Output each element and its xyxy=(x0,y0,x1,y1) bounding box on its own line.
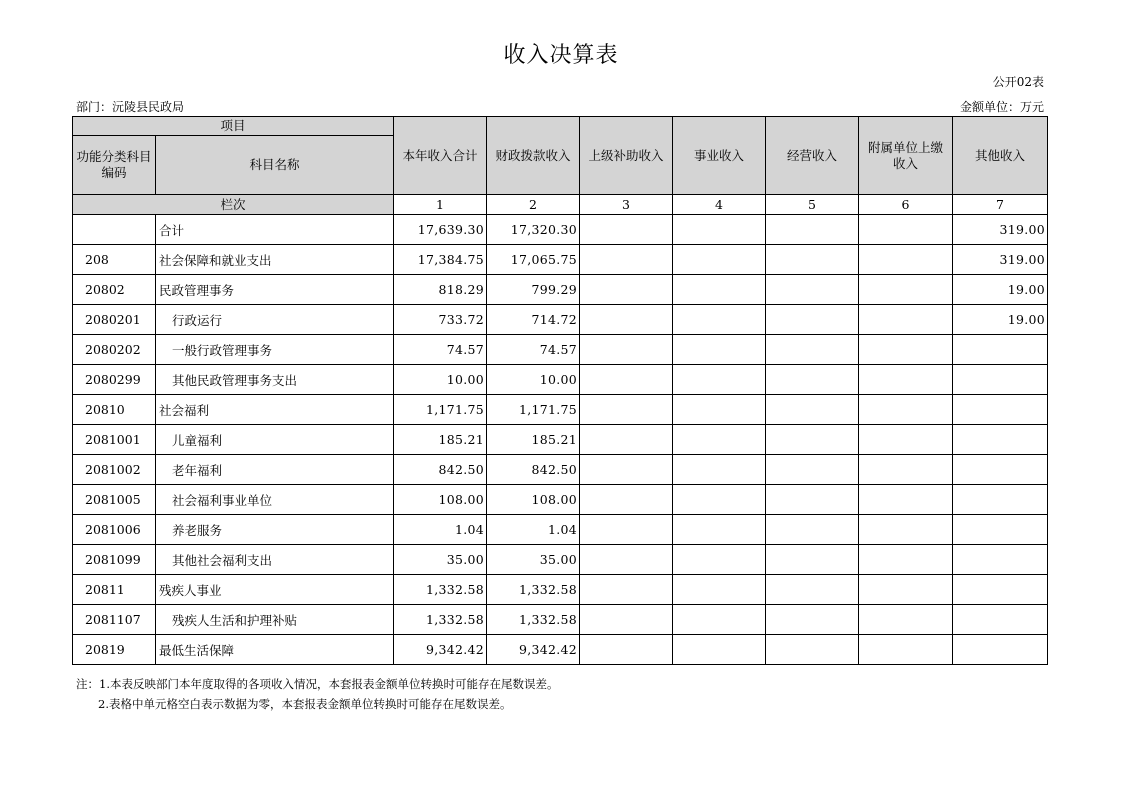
table-body xyxy=(73,215,1048,665)
subject-name-cell: 老年福利 xyxy=(156,455,394,485)
business-amount-cell xyxy=(673,215,766,245)
affiliated-amount-cell xyxy=(859,455,953,485)
fiscal-amount-cell: 1,332.58 xyxy=(487,605,580,635)
other-amount-cell xyxy=(953,335,1048,365)
total-amount-cell: 185.21 xyxy=(394,425,487,455)
table-row xyxy=(73,515,1048,545)
superior-amount-cell xyxy=(580,215,673,245)
table-row xyxy=(73,305,1048,335)
header-other: 其他收入 xyxy=(953,117,1048,195)
operating-amount-cell xyxy=(766,515,859,545)
operating-amount-cell xyxy=(766,215,859,245)
total-amount-cell: 1,171.75 xyxy=(394,395,487,425)
table-row xyxy=(73,635,1048,665)
header-affiliated: 附属单位上缴收入 xyxy=(859,117,953,195)
column-number: 6 xyxy=(859,195,953,215)
subject-code-cell: 2080201 xyxy=(73,305,156,335)
subject-name-cell: 儿童福利 xyxy=(156,425,394,455)
other-amount-cell: 19.00 xyxy=(953,275,1048,305)
superior-amount-cell xyxy=(580,395,673,425)
header-operating: 经营收入 xyxy=(766,117,859,195)
other-amount-cell xyxy=(953,485,1048,515)
subject-name-cell: 社会保障和就业支出 xyxy=(156,245,394,275)
total-amount-cell: 10.00 xyxy=(394,365,487,395)
fiscal-amount-cell: 1.04 xyxy=(487,515,580,545)
subject-code-cell: 208 xyxy=(73,245,156,275)
business-amount-cell xyxy=(673,395,766,425)
header-column-index: 栏次 xyxy=(73,195,394,215)
subject-name-cell: 残疾人事业 xyxy=(156,575,394,605)
subject-code-cell: 2080299 xyxy=(73,365,156,395)
table-row xyxy=(73,485,1048,515)
total-amount-cell: 818.29 xyxy=(394,275,487,305)
fiscal-amount-cell: 1,171.75 xyxy=(487,395,580,425)
other-amount-cell xyxy=(953,575,1048,605)
subject-name-cell: 残疾人生活和护理补贴 xyxy=(156,605,394,635)
total-amount-cell: 1,332.58 xyxy=(394,575,487,605)
total-amount-cell: 1,332.58 xyxy=(394,605,487,635)
column-number: 5 xyxy=(766,195,859,215)
subject-name-cell: 一般行政管理事务 xyxy=(156,335,394,365)
business-amount-cell xyxy=(673,545,766,575)
affiliated-amount-cell xyxy=(859,545,953,575)
total-amount-cell: 35.00 xyxy=(394,545,487,575)
total-amount-cell: 842.50 xyxy=(394,455,487,485)
table-row xyxy=(73,365,1048,395)
table-row xyxy=(73,335,1048,365)
operating-amount-cell xyxy=(766,365,859,395)
affiliated-amount-cell xyxy=(859,425,953,455)
header-fiscal: 财政拨款收入 xyxy=(487,117,580,195)
form-number: 公开02表 xyxy=(992,75,1044,89)
total-amount-cell: 733.72 xyxy=(394,305,487,335)
fiscal-amount-cell: 74.57 xyxy=(487,335,580,365)
subject-name-cell: 其他民政管理事务支出 xyxy=(156,365,394,395)
column-number: 3 xyxy=(580,195,673,215)
superior-amount-cell xyxy=(580,245,673,275)
footnote-1: 注：1.本表反映部门本年度取得的各项收入情况，本套报表金额单位转换时可能存在尾数误差。 xyxy=(76,677,559,691)
affiliated-amount-cell xyxy=(859,215,953,245)
subject-name-cell: 社会福利事业单位 xyxy=(156,485,394,515)
other-amount-cell: 19.00 xyxy=(953,305,1048,335)
table-row xyxy=(73,575,1048,605)
fiscal-amount-cell: 799.29 xyxy=(487,275,580,305)
subject-code-cell: 20810 xyxy=(73,395,156,425)
header-name: 科目名称 xyxy=(156,136,394,195)
table-row xyxy=(73,425,1048,455)
operating-amount-cell xyxy=(766,395,859,425)
other-amount-cell xyxy=(953,455,1048,485)
business-amount-cell xyxy=(673,425,766,455)
subject-name-cell: 养老服务 xyxy=(156,515,394,545)
affiliated-amount-cell xyxy=(859,365,953,395)
header-superior: 上级补助收入 xyxy=(580,117,673,195)
table-row xyxy=(73,215,1048,245)
operating-amount-cell xyxy=(766,275,859,305)
fiscal-amount-cell: 1,332.58 xyxy=(487,575,580,605)
fiscal-amount-cell: 108.00 xyxy=(487,485,580,515)
column-number: 4 xyxy=(673,195,766,215)
fiscal-amount-cell: 185.21 xyxy=(487,425,580,455)
business-amount-cell xyxy=(673,275,766,305)
business-amount-cell xyxy=(673,305,766,335)
other-amount-cell xyxy=(953,545,1048,575)
other-amount-cell xyxy=(953,395,1048,425)
other-amount-cell: 319.00 xyxy=(953,215,1048,245)
business-amount-cell xyxy=(673,605,766,635)
business-amount-cell xyxy=(673,575,766,605)
other-amount-cell: 319.00 xyxy=(953,245,1048,275)
operating-amount-cell xyxy=(766,425,859,455)
superior-amount-cell xyxy=(580,485,673,515)
column-number: 2 xyxy=(487,195,580,215)
affiliated-amount-cell xyxy=(859,605,953,635)
subject-code-cell: 20819 xyxy=(73,635,156,665)
other-amount-cell xyxy=(953,365,1048,395)
fiscal-amount-cell: 842.50 xyxy=(487,455,580,485)
operating-amount-cell xyxy=(766,485,859,515)
total-amount-cell: 17,639.30 xyxy=(394,215,487,245)
fiscal-amount-cell: 9,342.42 xyxy=(487,635,580,665)
subject-name-cell: 最低生活保障 xyxy=(156,635,394,665)
fiscal-amount-cell: 17,065.75 xyxy=(487,245,580,275)
other-amount-cell xyxy=(953,515,1048,545)
footnote-2: 2.表格中单元格空白表示数据为零，本套报表金额单位转换时可能存在尾数误差。 xyxy=(98,697,512,711)
department-label: 部门：沅陵县民政局 xyxy=(76,100,185,114)
subject-code-cell: 20802 xyxy=(73,275,156,305)
amount-unit-label: 金额单位：万元 xyxy=(959,100,1044,114)
superior-amount-cell xyxy=(580,635,673,665)
operating-amount-cell xyxy=(766,575,859,605)
business-amount-cell xyxy=(673,515,766,545)
business-amount-cell xyxy=(673,335,766,365)
total-amount-cell: 9,342.42 xyxy=(394,635,487,665)
operating-amount-cell xyxy=(766,455,859,485)
table-row xyxy=(73,245,1048,275)
subject-name-cell: 合计 xyxy=(156,215,394,245)
column-number: 7 xyxy=(953,195,1048,215)
superior-amount-cell xyxy=(580,335,673,365)
superior-amount-cell xyxy=(580,305,673,335)
affiliated-amount-cell xyxy=(859,515,953,545)
superior-amount-cell xyxy=(580,455,673,485)
subject-code-cell: 2081002 xyxy=(73,455,156,485)
business-amount-cell xyxy=(673,455,766,485)
table-row xyxy=(73,605,1048,635)
superior-amount-cell xyxy=(580,365,673,395)
fiscal-amount-cell: 10.00 xyxy=(487,365,580,395)
subject-code-cell: 2081099 xyxy=(73,545,156,575)
affiliated-amount-cell xyxy=(859,335,953,365)
other-amount-cell xyxy=(953,635,1048,665)
table-row xyxy=(73,275,1048,305)
fiscal-amount-cell: 17,320.30 xyxy=(487,215,580,245)
table-row xyxy=(73,395,1048,425)
affiliated-amount-cell xyxy=(859,305,953,335)
operating-amount-cell xyxy=(766,635,859,665)
income-table xyxy=(72,116,1048,665)
other-amount-cell xyxy=(953,605,1048,635)
subject-code-cell: 2081107 xyxy=(73,605,156,635)
superior-amount-cell xyxy=(580,605,673,635)
business-amount-cell xyxy=(673,365,766,395)
superior-amount-cell xyxy=(580,275,673,305)
superior-amount-cell xyxy=(580,545,673,575)
affiliated-amount-cell xyxy=(859,485,953,515)
subject-code-cell: 2080202 xyxy=(73,335,156,365)
business-amount-cell xyxy=(673,485,766,515)
header-item: 项目 xyxy=(73,117,394,136)
business-amount-cell xyxy=(673,245,766,275)
affiliated-amount-cell xyxy=(859,275,953,305)
subject-name-cell: 行政运行 xyxy=(156,305,394,335)
superior-amount-cell xyxy=(580,515,673,545)
subject-name-cell: 其他社会福利支出 xyxy=(156,545,394,575)
subject-code-cell: 20811 xyxy=(73,575,156,605)
header-code: 功能分类科目编码 xyxy=(73,136,156,195)
total-amount-cell: 74.57 xyxy=(394,335,487,365)
superior-amount-cell xyxy=(580,575,673,605)
fiscal-amount-cell: 714.72 xyxy=(487,305,580,335)
affiliated-amount-cell xyxy=(859,245,953,275)
table-row xyxy=(73,455,1048,485)
page-title: 收入决算表 xyxy=(503,43,619,68)
header-total: 本年收入合计 xyxy=(394,117,487,195)
subject-name-cell: 民政管理事务 xyxy=(156,275,394,305)
affiliated-amount-cell xyxy=(859,635,953,665)
total-amount-cell: 17,384.75 xyxy=(394,245,487,275)
subject-code-cell xyxy=(73,215,156,245)
total-amount-cell: 108.00 xyxy=(394,485,487,515)
affiliated-amount-cell xyxy=(859,395,953,425)
total-amount-cell: 1.04 xyxy=(394,515,487,545)
other-amount-cell xyxy=(953,425,1048,455)
affiliated-amount-cell xyxy=(859,575,953,605)
superior-amount-cell xyxy=(580,425,673,455)
subject-code-cell: 2081005 xyxy=(73,485,156,515)
operating-amount-cell xyxy=(766,305,859,335)
subject-code-cell: 2081001 xyxy=(73,425,156,455)
operating-amount-cell xyxy=(766,545,859,575)
header-business: 事业收入 xyxy=(673,117,766,195)
subject-name-cell: 社会福利 xyxy=(156,395,394,425)
column-number: 1 xyxy=(394,195,487,215)
business-amount-cell xyxy=(673,635,766,665)
table-row xyxy=(73,545,1048,575)
fiscal-amount-cell: 35.00 xyxy=(487,545,580,575)
operating-amount-cell xyxy=(766,605,859,635)
operating-amount-cell xyxy=(766,335,859,365)
subject-code-cell: 2081006 xyxy=(73,515,156,545)
operating-amount-cell xyxy=(766,245,859,275)
